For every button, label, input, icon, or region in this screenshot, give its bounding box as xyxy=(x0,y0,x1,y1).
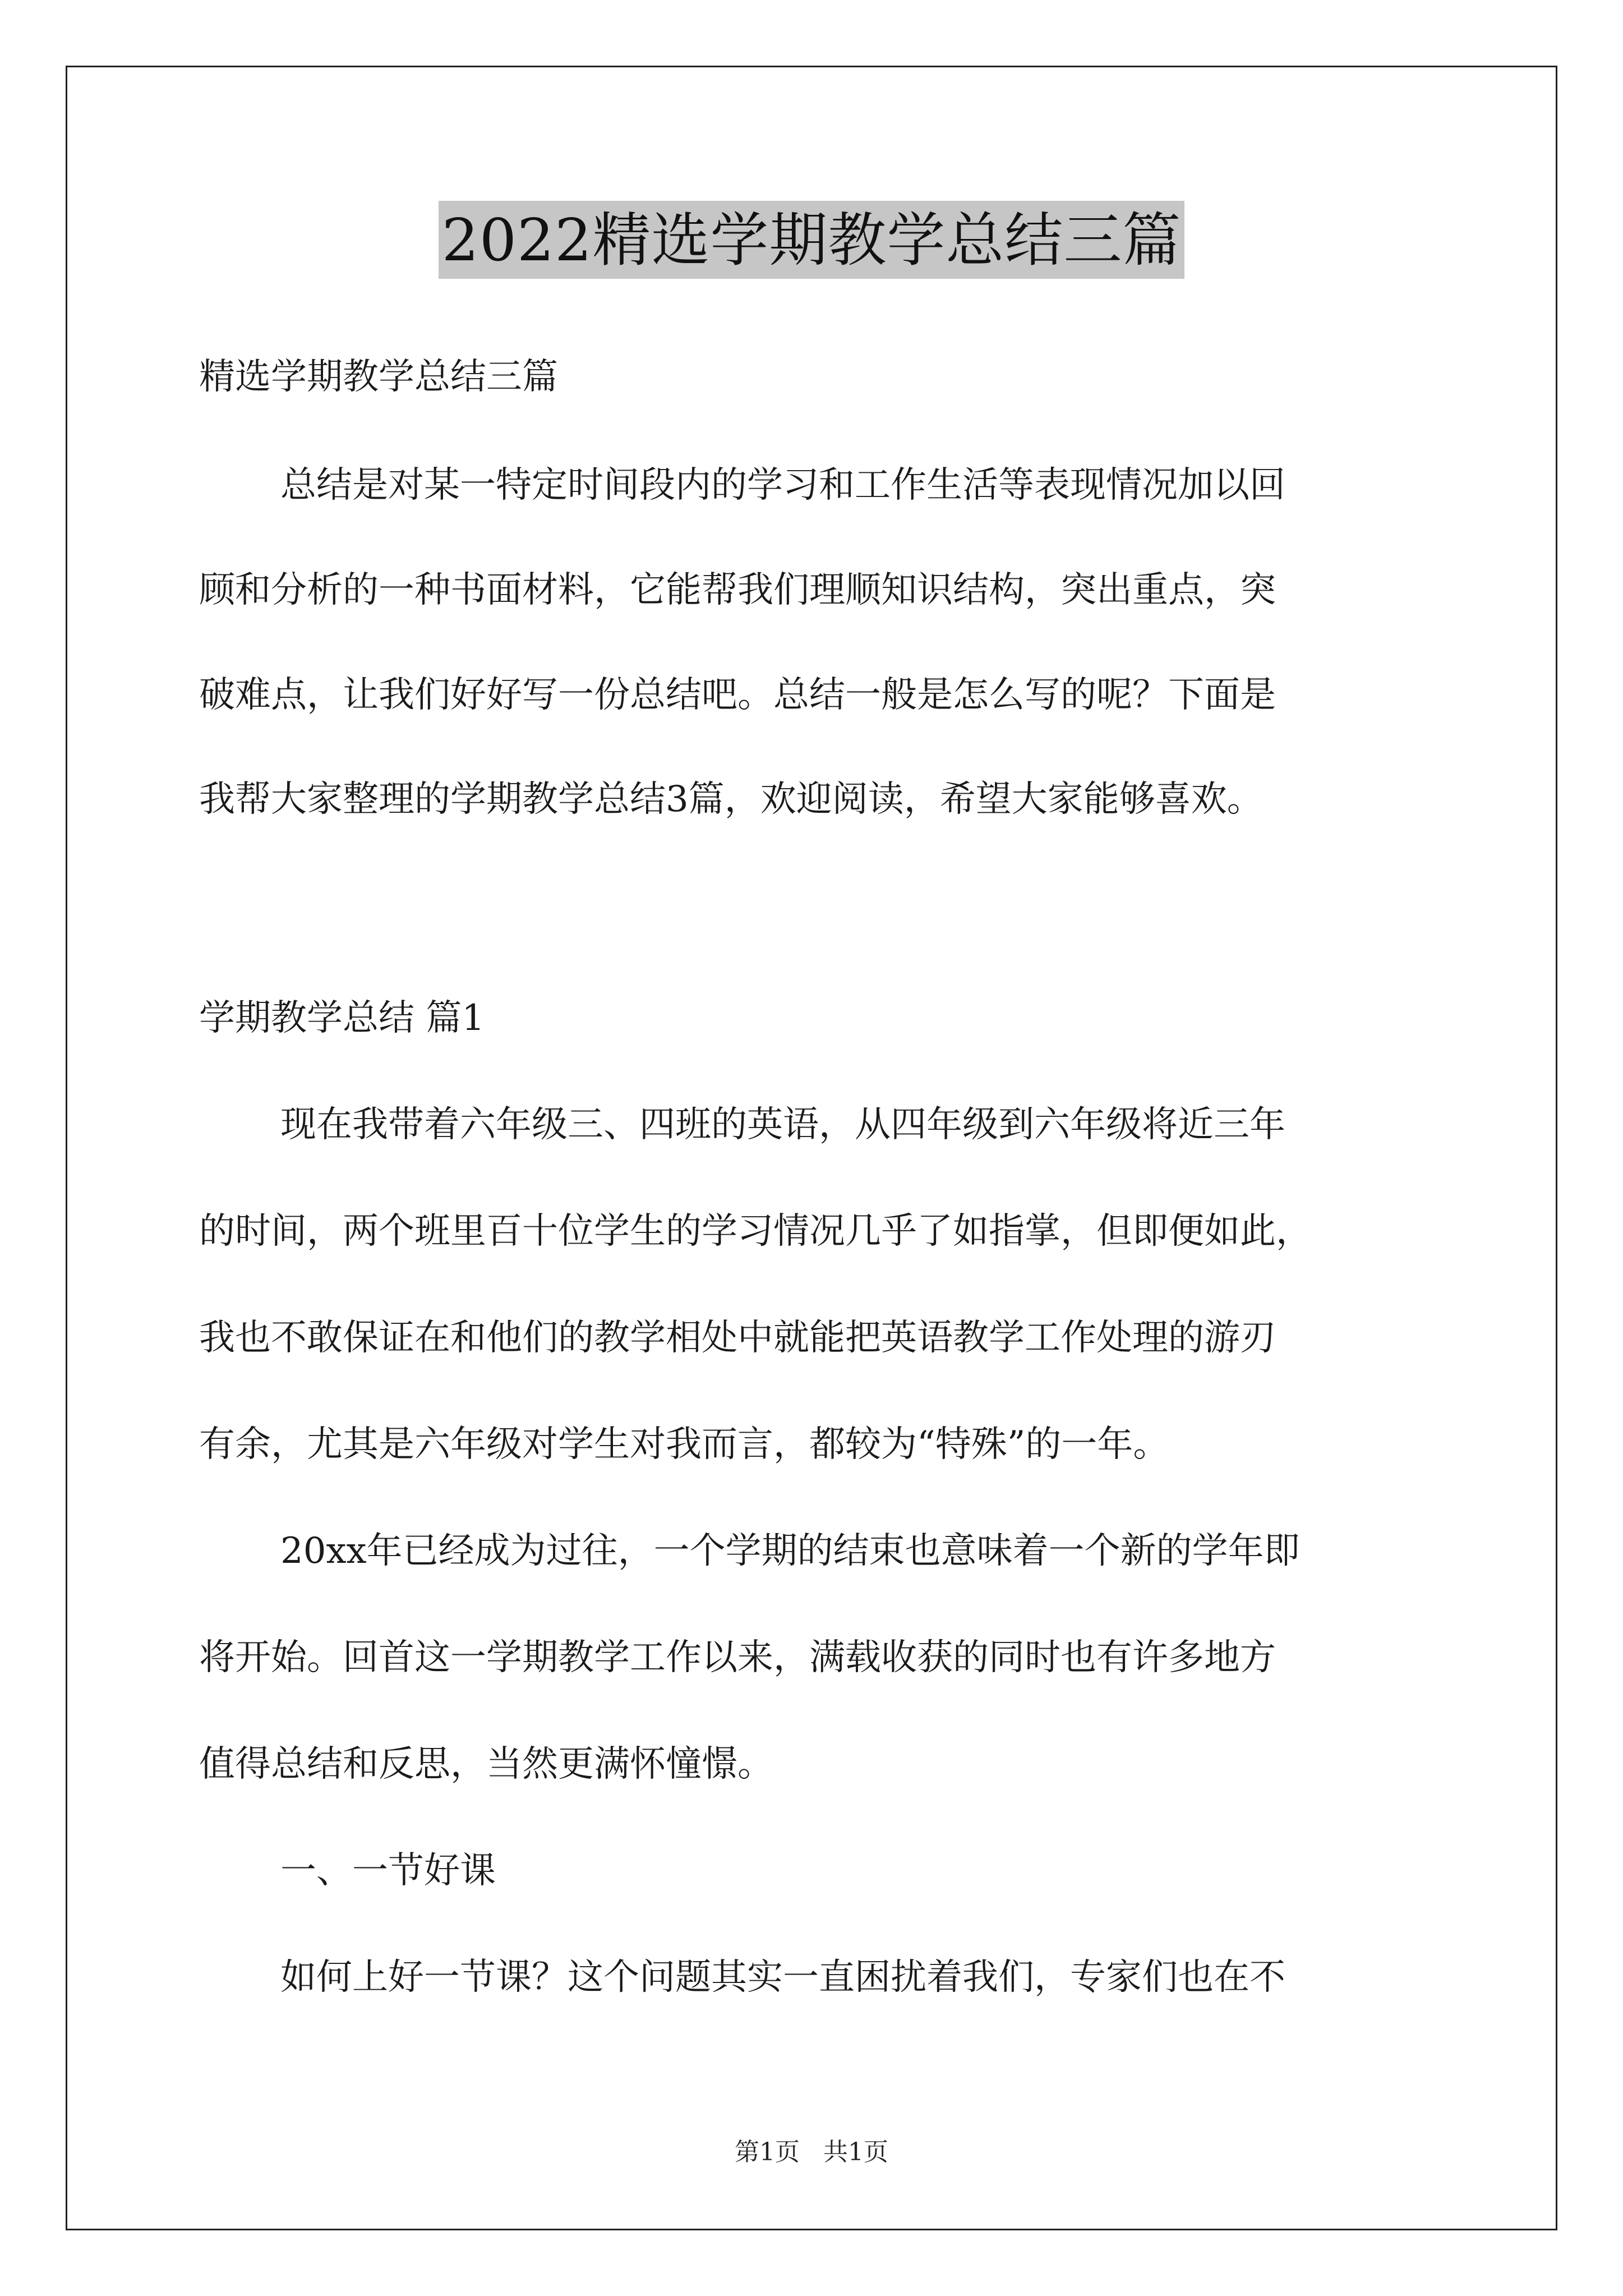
para1-line-2: 的时间，两个班里百十位学生的学习情况几乎了如指掌，但即便如此， xyxy=(199,1211,1312,1252)
intro-line-2: 顾和分析的一种书面材料，它能帮我们理顺知识结构，突出重点，突 xyxy=(199,569,1276,611)
para3-line-1: 如何上好一节课？这个问题其实一直困扰着我们，专家们也在不 xyxy=(280,1957,1285,1998)
subtitle: 精选学期教学总结三篇 xyxy=(199,356,558,398)
title-container xyxy=(0,201,1623,279)
subheading: 一、一节好课 xyxy=(280,1850,496,1892)
intro-line-4: 我帮大家整理的学期教学总结3篇，欢迎阅读，希望大家能够喜欢。 xyxy=(199,779,1263,820)
para1-line-4: 有余，尤其是六年级对学生对我而言，都较为“特殊”的一年。 xyxy=(199,1424,1169,1465)
para2-line-1: 20xx年已经成为过往，一个学期的结束也意味着一个新的学年即 xyxy=(280,1530,1300,1572)
intro-line-3: 破难点，让我们好好写一份总结吧。总结一般是怎么写的呢？下面是 xyxy=(199,674,1276,716)
para2-line-3: 值得总结和反思，当然更满怀憧憬。 xyxy=(199,1743,773,1785)
para1-line-3: 我也不敢保证在和他们的教学相处中就能把英语教学工作处理的游刃 xyxy=(199,1317,1276,1359)
page-footer: 第1页 共1页 xyxy=(735,2138,888,2166)
intro-line-1: 总结是对某一特定时间段内的学习和工作生活等表现情况加以回 xyxy=(280,464,1285,506)
para2-line-2: 将开始。回首这一学期教学工作以来，满载收获的同时也有许多地方 xyxy=(199,1637,1276,1678)
document-title: 2022精选学期教学总结三篇 xyxy=(439,201,1185,279)
para1-line-1: 现在我带着六年级三、四班的英语，从四年级到六年级将近三年 xyxy=(280,1104,1285,1145)
section-heading: 学期教学总结 篇1 xyxy=(199,997,485,1039)
